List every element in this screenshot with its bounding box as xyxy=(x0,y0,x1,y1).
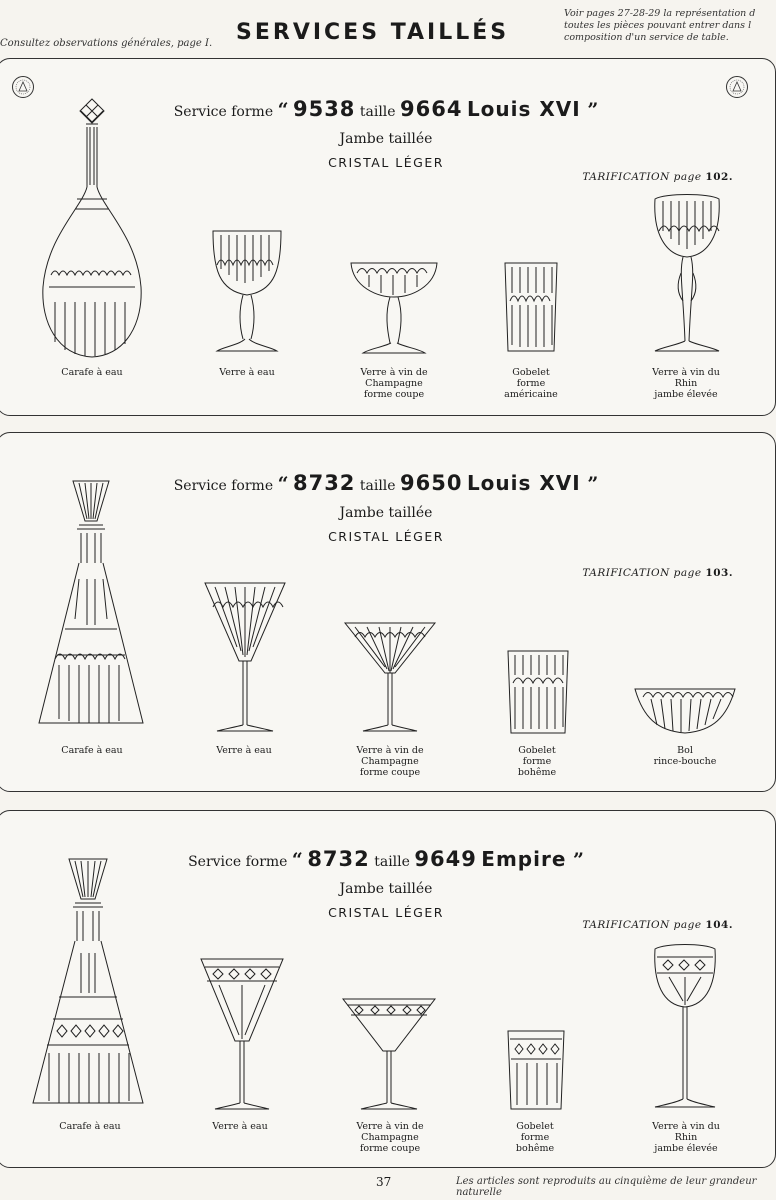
cristal-label: CRISTAL LÉGER xyxy=(328,529,444,544)
taille-number: 9650 xyxy=(400,471,463,495)
item-label xyxy=(631,367,741,400)
item-label-line: Verre à eau xyxy=(212,1121,268,1132)
item-label xyxy=(335,1121,445,1154)
item-label-line: Gobelet xyxy=(512,367,550,378)
style-name: Louis XVI xyxy=(466,471,581,495)
cristal-label: CRISTAL LÉGER xyxy=(328,905,444,920)
item-label xyxy=(189,745,299,756)
item-label-line: rince-bouche xyxy=(653,756,717,767)
service-heading: Service forme “ 8732 taille 9650 Louis XVI ” xyxy=(173,471,599,495)
item-label-line: jambe élevée xyxy=(654,1143,718,1154)
general-observations-note: Consultez observations générales, page I. xyxy=(0,38,213,49)
water-glass-icon xyxy=(199,957,285,1111)
jambe-label: Jambe taillée xyxy=(339,505,433,521)
taille-label: taille xyxy=(359,104,396,120)
champagne-coupe-icon xyxy=(343,621,437,733)
taille-number: 9664 xyxy=(400,97,463,121)
water-glass-icon xyxy=(209,229,285,355)
tarification-page: 104. xyxy=(705,919,733,931)
tarification-label: TARIFICATION page xyxy=(582,919,702,931)
champagne-coupe-icon xyxy=(349,259,439,355)
reference-pages-note: Voir pages 27-28-29 la représentation d toutes les pièces pouvant entrer dans l composition d'un service de table. xyxy=(564,8,756,43)
item-label-line: Verre à vin de xyxy=(360,367,428,378)
service-heading: Service forme “ 9538 taille 9664 Louis XVI ” xyxy=(173,97,599,121)
item-label-line: Champagne xyxy=(361,1132,419,1143)
item-label xyxy=(192,367,302,378)
forme-number: 8732 xyxy=(292,471,356,495)
item-label xyxy=(339,367,449,400)
item-label-line: forme xyxy=(516,378,546,389)
item-label-line: forme coupe xyxy=(363,389,425,400)
item-label-line: Champagne xyxy=(361,756,419,767)
item-label-line: Rhin xyxy=(674,378,698,389)
item-label xyxy=(37,367,147,378)
style-name: Empire xyxy=(481,847,567,871)
item-label xyxy=(631,1121,741,1154)
taille-label: taille xyxy=(374,854,410,870)
item-label-line: Champagne xyxy=(365,378,423,389)
service-label: Service forme xyxy=(188,854,288,870)
tarification-ref xyxy=(582,171,733,183)
item-label-line: bohême xyxy=(515,1143,555,1154)
item-label-line: forme coupe xyxy=(359,1143,421,1154)
item-label-line: Rhin xyxy=(674,1132,698,1143)
water-glass-icon xyxy=(203,581,287,733)
rhine-wine-glass-icon xyxy=(649,943,721,1111)
item-label xyxy=(37,745,147,756)
item-label-line: Carafe à eau xyxy=(61,367,123,378)
item-label xyxy=(185,1121,295,1132)
champagne-coupe-icon xyxy=(341,997,437,1111)
tarification-ref xyxy=(582,919,733,931)
item-label xyxy=(35,1121,145,1132)
item-label xyxy=(482,745,592,778)
item-label-line: bohême xyxy=(517,767,557,778)
item-label-line: forme xyxy=(520,1132,550,1143)
tumbler-icon xyxy=(505,1029,567,1111)
item-label xyxy=(630,745,740,767)
service-label: Service forme xyxy=(173,478,274,494)
taille-number: 9649 xyxy=(414,847,477,871)
style-name: Louis XVI xyxy=(466,97,581,121)
tarification-page: 103. xyxy=(705,567,733,579)
item-label-line: Carafe à eau xyxy=(61,745,123,756)
service-panel-3 xyxy=(0,810,776,1168)
decanter-icon xyxy=(29,857,147,1111)
item-label-line: Verre à vin de xyxy=(356,1121,424,1132)
item-label xyxy=(335,745,445,778)
baccarat-seal-icon xyxy=(11,75,35,99)
item-label-line: Verre à eau xyxy=(219,367,275,378)
finger-bowl-icon xyxy=(633,687,737,735)
baccarat-seal-icon xyxy=(725,75,749,99)
forme-number: 9538 xyxy=(292,97,356,121)
jambe-label: Jambe taillée xyxy=(339,131,433,147)
item-label-line: forme coupe xyxy=(359,767,421,778)
service-label: Service forme xyxy=(173,104,274,120)
item-label-line: Carafe à eau xyxy=(59,1121,121,1132)
jambe-label: Jambe taillée xyxy=(339,881,433,897)
page-title: SERVICES TAILLÉS xyxy=(236,20,510,45)
item-label-line: américaine xyxy=(504,389,558,400)
cristal-label: CRISTAL LÉGER xyxy=(328,155,444,170)
service-panel-1 xyxy=(0,58,776,416)
service-heading: Service forme “ 8732 taille 9649 Empire ” xyxy=(188,847,584,871)
item-label-line: Verre à vin du xyxy=(652,367,720,378)
item-label-line: Bol xyxy=(677,745,693,756)
tarification-ref xyxy=(582,567,733,579)
service-panel-2 xyxy=(0,432,776,792)
rhine-wine-glass-icon xyxy=(649,193,725,355)
item-label-line: Verre à vin de xyxy=(356,745,424,756)
tarification-label: TARIFICATION page xyxy=(582,171,702,183)
tarification-page: 102. xyxy=(705,171,733,183)
tarification-label: TARIFICATION page xyxy=(582,567,702,579)
decanter-icon xyxy=(37,97,147,359)
item-label-line: Gobelet xyxy=(516,1121,554,1132)
scale-note: Les articles sont reproduits au cinquième de leur grandeur naturelle xyxy=(456,1176,757,1198)
item-label-line: Gobelet xyxy=(518,745,556,756)
taille-label: taille xyxy=(359,478,396,494)
item-label-line: forme xyxy=(522,756,552,767)
decanter-icon xyxy=(35,479,147,733)
item-label-line: Verre à eau xyxy=(216,745,272,756)
item-label-line: Verre à vin du xyxy=(652,1121,720,1132)
forme-number: 8732 xyxy=(307,847,370,871)
tumbler-icon xyxy=(502,261,560,355)
item-label-line: jambe élevée xyxy=(654,389,718,400)
item-label xyxy=(480,1121,590,1154)
page-number: 37 xyxy=(376,1175,392,1189)
tumbler-icon xyxy=(505,649,571,735)
item-label xyxy=(476,367,586,400)
